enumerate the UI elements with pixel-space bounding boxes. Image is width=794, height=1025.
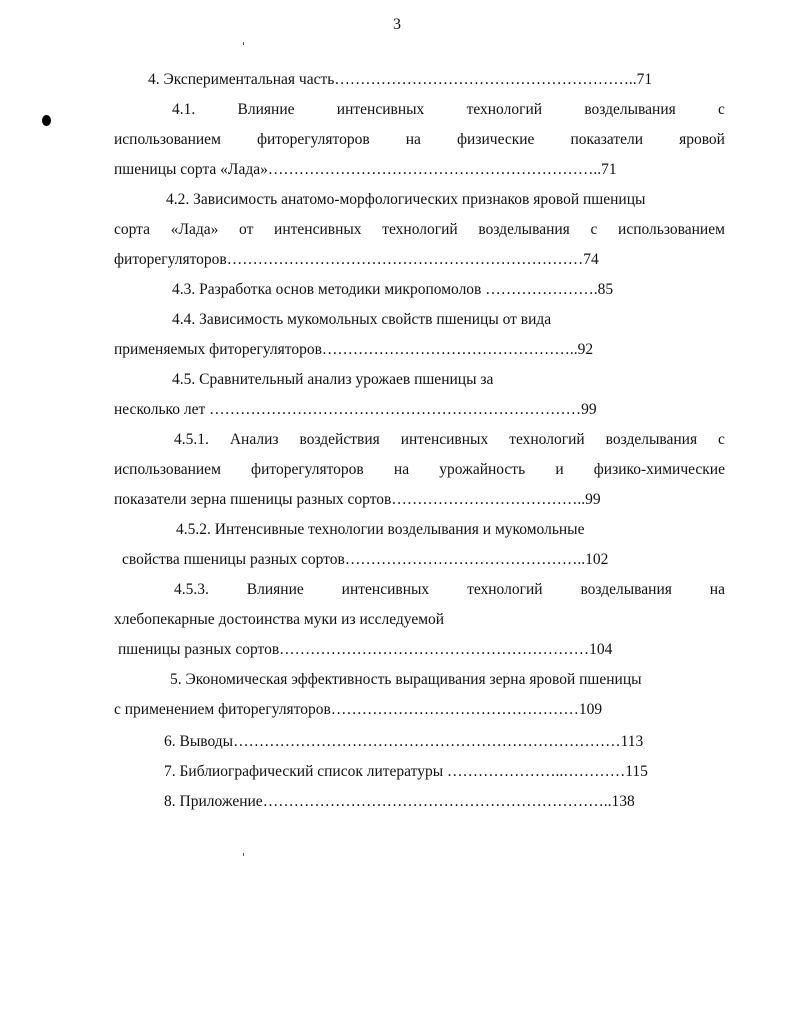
toc-entry-5-line-1: 5. Экономическая эффективность выращивания зерна яровой пшеницы xyxy=(170,671,642,688)
scan-speck xyxy=(243,853,244,856)
word: на xyxy=(709,581,725,598)
word: показатели xyxy=(570,131,644,148)
bullet-mark-icon xyxy=(42,115,51,126)
word: на xyxy=(405,131,421,148)
toc-entry-4-5-1-line-1 xyxy=(174,430,725,450)
word: урожайность xyxy=(439,461,526,478)
word: воздействия xyxy=(299,431,380,448)
word: технологий xyxy=(509,431,585,448)
word: возделывания xyxy=(478,221,570,238)
toc-entry-4-2-line-3: фиторегуляторов……………………………………………………………74 xyxy=(114,251,599,268)
toc-entry-4-5-2-line-2: свойства пшеницы разных сортов………………………………………..102 xyxy=(122,551,609,568)
page-number: 3 xyxy=(393,16,401,33)
toc-entry-4-1-line-2 xyxy=(114,130,725,150)
word: технологий xyxy=(382,221,458,238)
toc-entry-4-5-3-line-1 xyxy=(174,580,725,600)
word: фиторегуляторов xyxy=(256,131,370,148)
word: интенсивных xyxy=(400,431,489,448)
word: на xyxy=(393,461,410,478)
toc-entry-4-3: 4.3. Разработка основ методики микропомолов ………………….85 xyxy=(172,281,614,298)
toc-entry-4-5-line-2: несколько лет ………………………………………………………………99 xyxy=(114,401,597,418)
word: от xyxy=(239,221,254,238)
word: с xyxy=(718,101,725,118)
word: использованием xyxy=(618,221,725,238)
word: с xyxy=(718,431,725,448)
word: возделывания xyxy=(580,581,672,598)
toc-entry-4-1-line-1 xyxy=(172,100,725,120)
toc-entry-5-line-2: с применением фиторегуляторов…………………………………………109 xyxy=(114,701,603,718)
word: интенсивных xyxy=(336,101,425,118)
toc-entry-7: 7. Библиографический список литературы …………………..…………115 xyxy=(164,763,648,780)
toc-entry-4-2-line-1: 4.2. Зависимость анатомо-морфологических признаков яровой пшеницы xyxy=(166,191,646,208)
toc-entry-4-5-1-line-3: показатели зерна пшеницы разных сортов………………………………..99 xyxy=(114,491,601,508)
word: Анализ xyxy=(229,431,279,448)
toc-entry-4-4-line-1: 4.4. Зависимость мукомольных свойств пшеницы от вида xyxy=(172,311,552,328)
word: технологий xyxy=(466,101,543,118)
word: физические xyxy=(457,131,535,148)
scan-speck xyxy=(243,42,244,45)
toc-entry-6: 6. Выводы…………………………………………………………………113 xyxy=(164,733,644,750)
toc-entry-4-2-line-2 xyxy=(114,220,725,240)
toc-entry-4-5-1-line-2 xyxy=(114,460,725,480)
toc-entry-4: 4. Экспериментальная часть…………………………………………………..71 xyxy=(148,71,653,88)
word: физико-химические xyxy=(593,461,725,478)
toc-entry-4-5-3-line-2: хлебопекарные достоинства муки из исследуемой xyxy=(114,611,445,628)
word: использованием xyxy=(114,131,221,148)
word: Влияние xyxy=(246,581,304,598)
word: возделывания xyxy=(584,101,676,118)
word: яровой xyxy=(679,131,725,148)
word: Влияние xyxy=(237,101,295,118)
word: фиторегуляторов xyxy=(251,461,364,478)
word: интенсивных xyxy=(341,581,430,598)
word: 4.5.3. xyxy=(174,581,209,598)
toc-entry-8: 8. Приложение…………………………………………………………..138 xyxy=(164,793,635,810)
toc-entry-4-4-line-2: применяемых фиторегуляторов…………………………………………..92 xyxy=(114,341,594,358)
word: сорта xyxy=(114,221,151,238)
word: 4.1. xyxy=(172,101,196,118)
toc-entry-4-1-line-3: пшеницы сорта «Лада»………………………………………………………..71 xyxy=(114,161,617,178)
toc-entry-4-5-line-1: 4.5. Сравнительный анализ урожаев пшеницы за xyxy=(172,371,494,388)
word: интенсивных xyxy=(274,221,362,238)
word: использованием xyxy=(114,461,221,478)
toc-entry-4-5-2-line-1: 4.5.2. Интенсивные технологии возделывания и мукомольные xyxy=(176,521,585,538)
toc-entry-4-5-3-line-3: пшеницы разных сортов……………………………………………………104 xyxy=(118,641,613,658)
word: технологий xyxy=(467,581,543,598)
word: с xyxy=(590,221,598,238)
word: «Лада» xyxy=(170,221,219,238)
word: и xyxy=(555,461,564,478)
word: 4.5.1. xyxy=(174,431,209,448)
word: возделывания xyxy=(605,431,698,448)
